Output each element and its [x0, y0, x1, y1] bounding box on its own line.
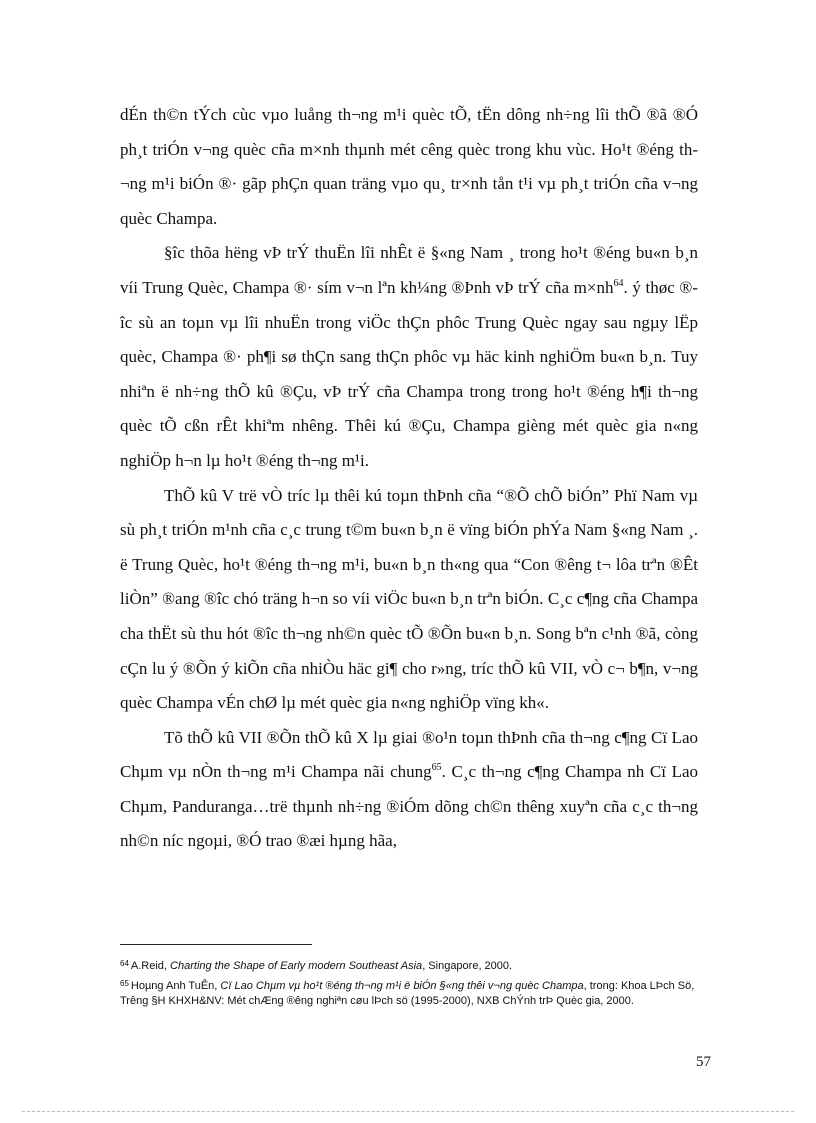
paragraph-4 [120, 721, 698, 859]
footnote-title: Charting the Shape of Early modern Southeast Asia [170, 960, 423, 972]
page-number: 57 [696, 1054, 711, 1070]
footnote-64 [120, 956, 702, 974]
footnotes [120, 956, 702, 1011]
body-text [120, 98, 698, 859]
paragraph-1 [120, 98, 698, 236]
footnote-text: , trong: Khoa LÞch Sö, Trêng §H KHXH&NV: Mét chÆng ®êng nghiªn cøu lÞch sö (1995-2000), NXB ChÝnh trÞ Quèc gia, 2000. [120, 980, 695, 1007]
footnote-text: A.Reid, [130, 960, 171, 972]
footnote-ref-64[interactable]: 64 [613, 277, 624, 289]
paragraph-text: . ý thøc ®îc sù an toµn vµ lîi nhuËn trong viÖc thÇn phôc Trung Quèc ngay sau ngµy lËp quèc, Champa ®· ph¶i sø thÇn sang thÇn phôc vµ häc kinh nghiÖm bu«n b¸n. Tuy nhiªn ë nh÷ng thÕ kû ®Çu, vÞ trÝ cña Champa trong trong ho¹t ®éng h¶i th¬ng quèc tÕ cßn rÊt khiªm nhêng. Thêi kú ®Çu, Champa gièng mét quèc gia n«ng nghiÖp h¬n lµ ho¹t ®éng th¬ng m¹i. [120, 277, 698, 470]
footnote-number: 65 [120, 979, 129, 988]
footnote-title: Cï Lao Chµm vµ ho¹t ®éng th¬ng m¹i ë biÓn §«ng thêi v¬ng quèc Champa [220, 980, 584, 992]
footnote-text: , Singapore, 2000. [422, 960, 513, 972]
footnote-text: Hoµng Anh TuÊn, [130, 980, 221, 992]
footnote-ref-65[interactable]: 65 [431, 762, 442, 774]
paragraph-2 [120, 236, 698, 478]
paragraph-text: dÉn th©n tÝch cùc vµo luång th¬ng m¹i quèc tÕ, tËn dông nh÷ng lîi thÕ ®ã ®Ó ph¸t triÓn v¬ng quèc cña m×nh thµnh mét cêng quèc trong khu vùc. Ho¹t ®éng th¬ng m¹i biÓn ®· gãp phÇn quan träng vµo qu¸ tr×nh tån t¹i vµ ph¸t triÓn cña v¬ng quèc Champa. [120, 105, 698, 228]
paragraph-text: Tõ thÕ kû VII ®Õn thÕ kû X lµ giai ®o¹n toµn thÞnh cña th¬ng c¶ng Cï Lao Chµm vµ nÒn th¬ng m¹i Champa nãi chung [120, 727, 698, 782]
paragraph-text: ThÕ kû V trë vÒ tríc lµ thêi kú toµn thÞnh cña “®Õ chÕ biÓn” Phï Nam vµ sù ph¸t triÓn m¹nh cña c¸c trung t©m bu«n b¸n ë vïng biÓn phÝa Nam §«ng Nam ¸. ë Trung Quèc, ho¹t ®éng th¬ng m¹i, bu«n b¸n th«ng qua “Con ®êng t¬ lôa trªn ®Êt liÒn” ®ang ®îc chó träng h¬n so víi viÖc bu«n b¸n trªn biÓn. C¸c c¶ng cña Champa cha thËt sù thu hót ®îc th¬ng nh©n quèc tÕ ®Õn bu«n b¸n. Song bªn c¹nh ®ã, còng cÇn lu ý ®Õn ý kiÕn cña nhiÒu häc gi¶ cho r»ng, tríc thÕ kû VII, vÒ c¬ b¶n, v¬ng quèc Champa vÉn chØ lµ mét quèc gia n«ng nghiÖp vïng kh«. [120, 485, 698, 713]
footnote-65 [120, 976, 702, 1009]
paragraph-text: §îc thõa hëng vÞ trÝ thuËn lîi nhÊt ë §«ng Nam ¸ trong ho¹t ®éng bu«n b¸n víi Trung Quèc, Champa ®· sím v¬n lªn kh¼ng ®Þnh vÞ trÝ cña m×nh [120, 243, 698, 297]
page-bottom-border [22, 1111, 794, 1112]
footnote-separator [120, 944, 312, 945]
paragraph-3 [120, 479, 698, 721]
paragraph-text: . C¸c th¬ng c¶ng Champa nh Cï Lao Chµm, Panduranga…trë thµnh nh÷ng ®iÓm dõng ch©n thêng xuyªn cña c¸c th¬ng nh©n níc ngoµi, ®Ó trao ®æi hµng hãa, [120, 762, 698, 851]
footnote-number: 64 [120, 959, 129, 968]
